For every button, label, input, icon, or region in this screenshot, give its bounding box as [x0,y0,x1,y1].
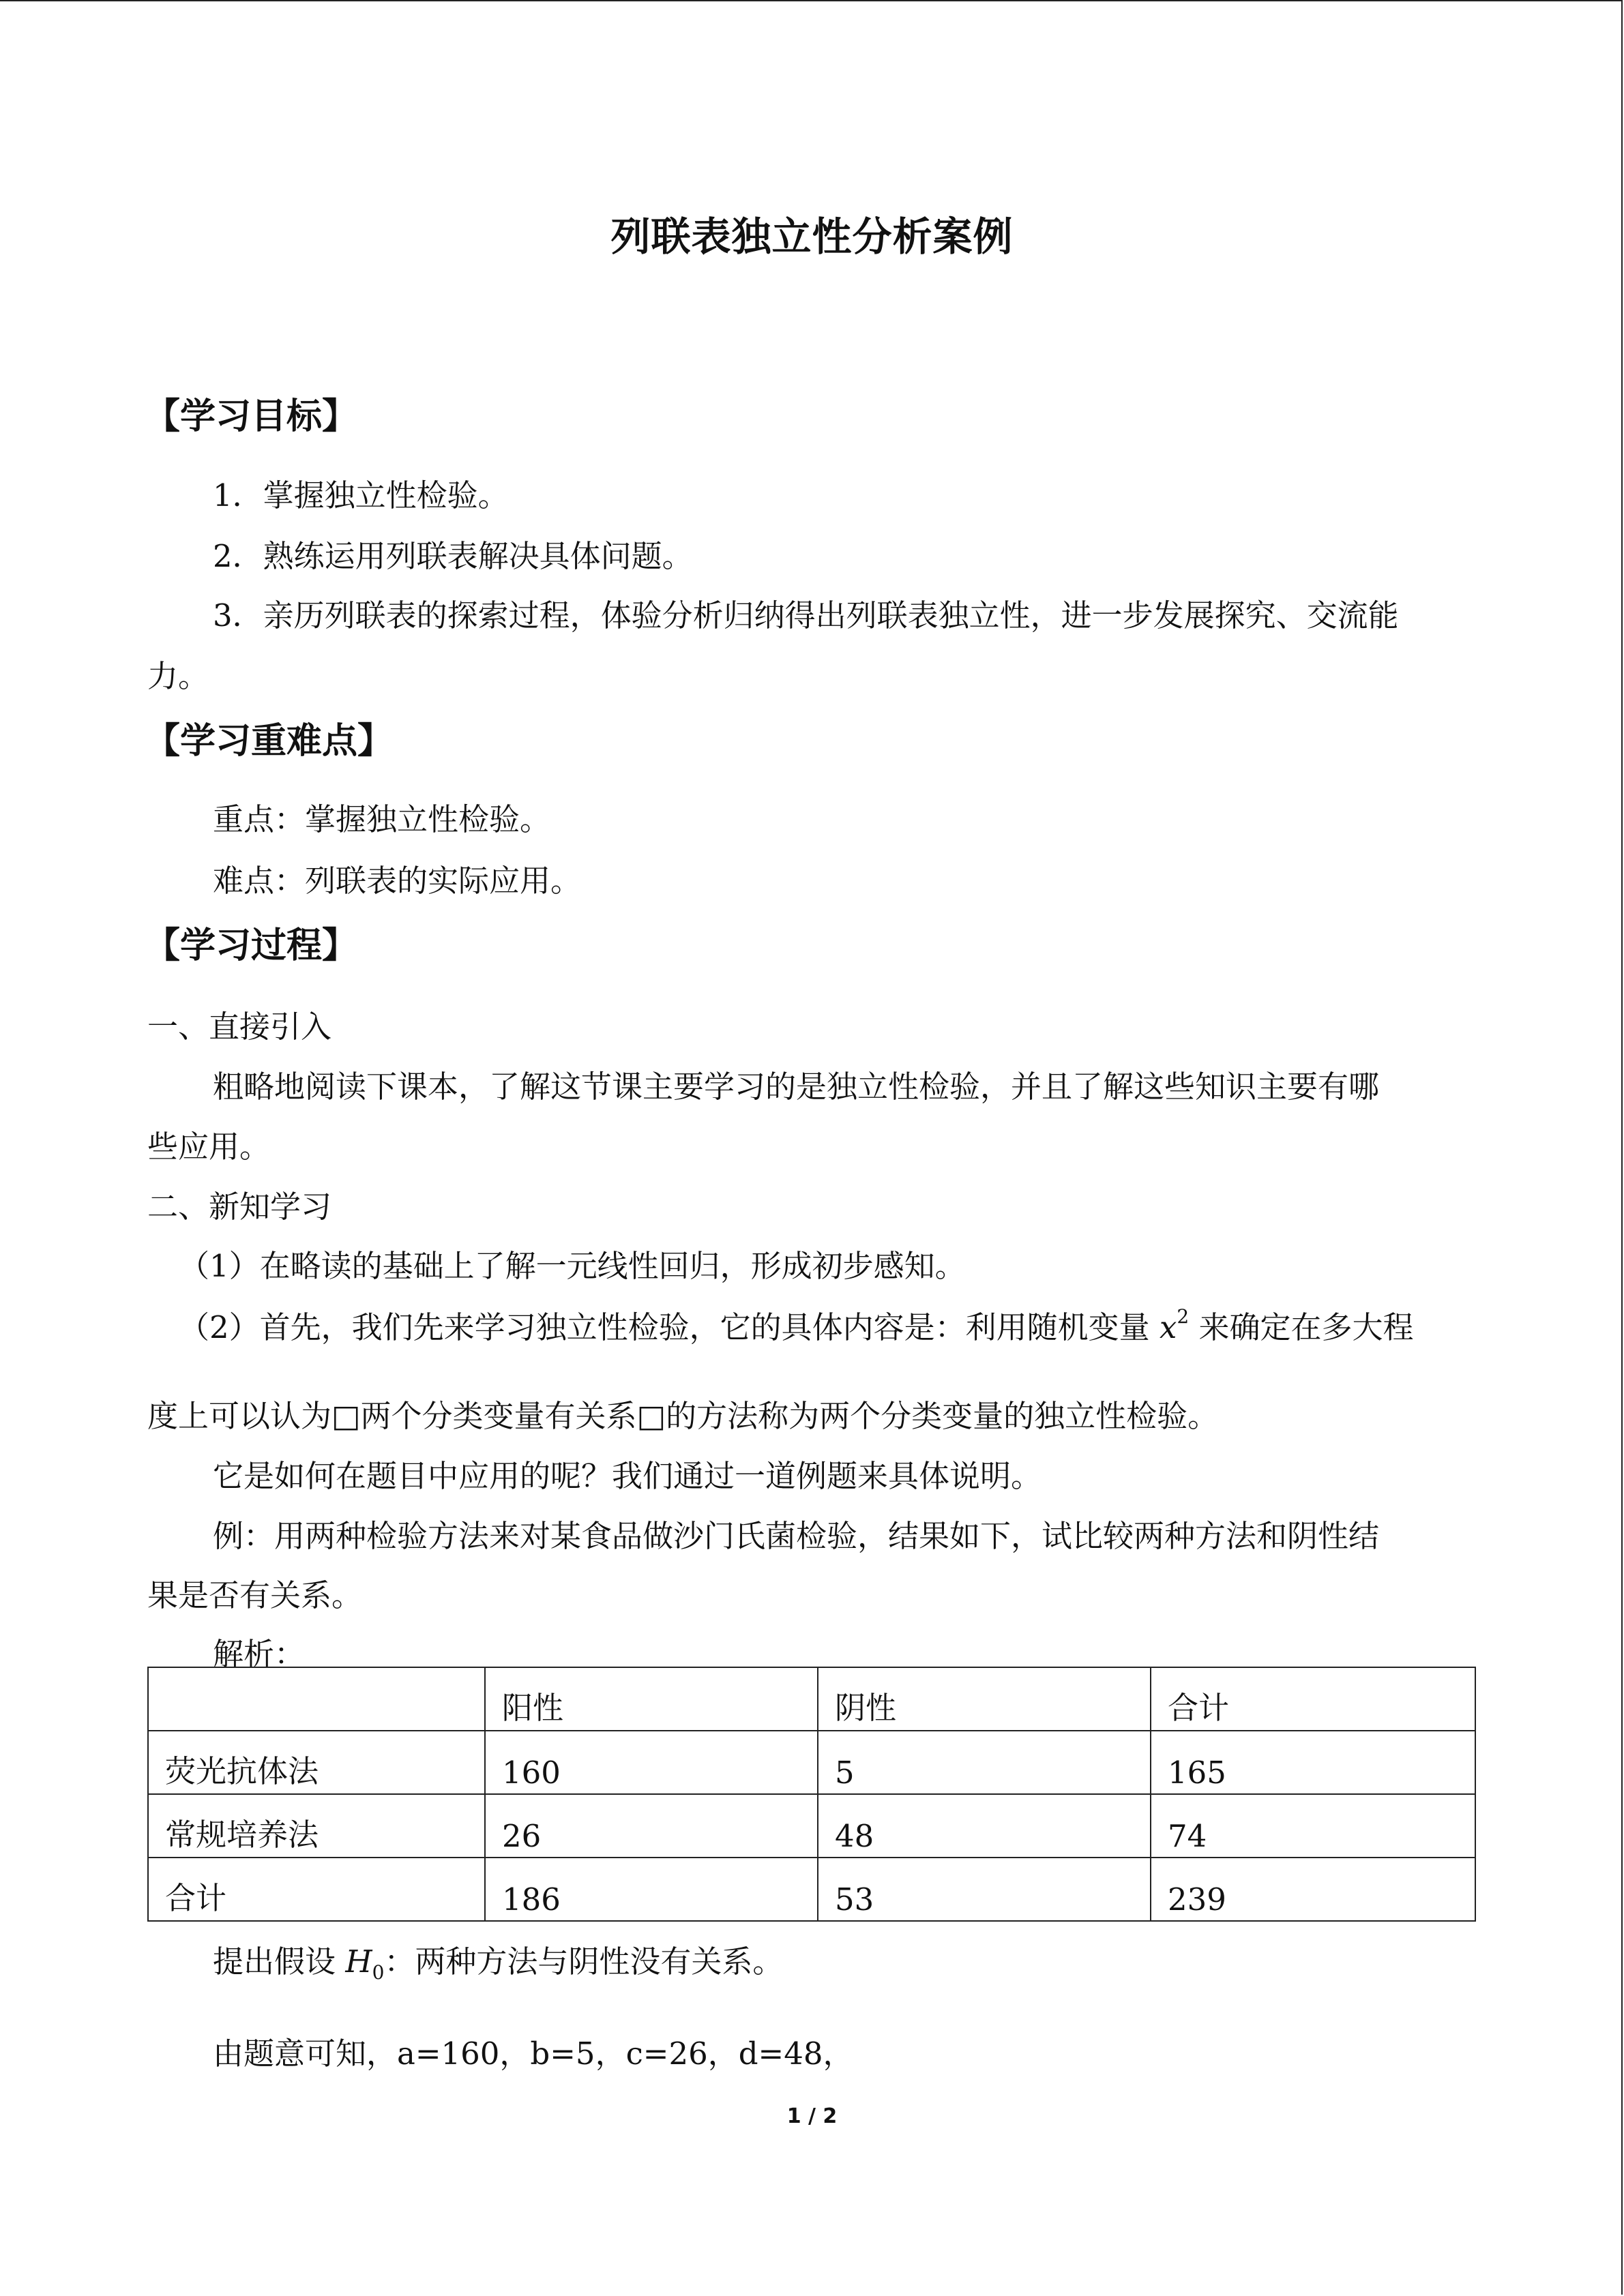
page-number: 1 / 2 [786,2104,838,2128]
analysis-label: 解析： [213,1636,306,1672]
goal-item-1: 1．掌握独立性检验。 [213,477,509,513]
step-2 [179,1302,1414,1347]
table-row [148,1858,1475,1921]
hypothesis-text-a: 提出假设 [213,1943,336,1980]
goal-item-3: 3．亲历列联表的探索过程，体验分析归纳得出列联表独立性，进一步发展探究、交流能 [213,597,1399,633]
table-row [148,1731,1475,1794]
variable-h: H [345,1943,372,1980]
table-cell: 239 [1151,1858,1475,1921]
heading-goals: 【学习目标】 [145,396,358,437]
box-glyph-2: □ [636,1398,666,1434]
table-header-cell: 阳性 [485,1667,818,1731]
step-2-text-b: 来确定在多大程 [1198,1309,1414,1345]
table-header-cell: 阴性 [818,1667,1151,1731]
variable-x: x [1159,1309,1177,1345]
part2-title: 二、新知学习 [147,1189,332,1225]
part1-title: 一、直接引入 [147,1009,332,1045]
table-cell: 165 [1151,1731,1475,1794]
step-2-text-d: 两个分类变量有关系 [360,1398,637,1434]
step-1: （1）在略读的基础上了解一元线性回归，形成初步感知。 [179,1248,966,1284]
heading-keypoints: 【学习重难点】 [145,721,394,762]
table-header-cell: 合计 [1151,1667,1475,1731]
table-cell: 5 [818,1731,1151,1794]
part1-text-cont: 些应用。 [147,1129,271,1165]
table-cell: 74 [1151,1794,1475,1858]
given-values: 由题意可知，a=160，b=5，c=26，d=48， [213,2036,854,2072]
table-header-row [148,1667,1475,1731]
table-cell: 常规培养法 [148,1794,485,1858]
box-glyph-1: □ [331,1398,361,1434]
intro-text: 它是如何在题目中应用的呢？我们通过一道例题来具体说明。 [213,1458,1042,1494]
subscript-0: 0 [372,1961,385,1984]
step-2-text-a: （2）首先，我们先来学习独立性检验，它的具体内容是：利用随机变量 [179,1309,1150,1345]
example-text: 例：用两种检验方法来对某食品做沙门氏菌检验，结果如下，试比较两种方法和阴性结 [213,1518,1380,1554]
part1-text: 粗略地阅读下课本，了解这节课主要学习的是独立性检验，并且了解这些知识主要有哪 [213,1069,1380,1105]
goal-item-3-cont: 力。 [147,658,209,694]
heading-process: 【学习过程】 [145,925,358,966]
contingency-table [147,1667,1476,1922]
table-cell: 186 [485,1858,818,1921]
table-cell: 48 [818,1794,1151,1858]
table-cell: 53 [818,1858,1151,1921]
step-2-text-c: 度上可以认为 [147,1398,332,1434]
table-header-cell [148,1667,485,1731]
table-cell: 160 [485,1731,818,1794]
table-row [148,1794,1475,1858]
step-2-cont [147,1391,1218,1435]
superscript-2: 2 [1177,1305,1190,1328]
page-title: 列联表独立性分析案例 [610,213,1014,260]
table-cell: 荧光抗体法 [148,1731,485,1794]
hypothesis [213,1937,784,1984]
difficult-point: 难点：列联表的实际应用。 [213,863,582,899]
hypothesis-text-b: ：两种方法与阴性没有关系。 [384,1943,784,1980]
key-point: 重点：掌握独立性检验。 [213,801,551,837]
step-2-text-e: 的方法称为两个分类变量的独立性检验。 [666,1398,1219,1434]
example-text-cont: 果是否有关系。 [147,1577,363,1613]
table-cell: 26 [485,1794,818,1858]
goal-item-2: 2．熟练运用列联表解决具体问题。 [213,538,693,574]
table-cell: 合计 [148,1858,485,1921]
